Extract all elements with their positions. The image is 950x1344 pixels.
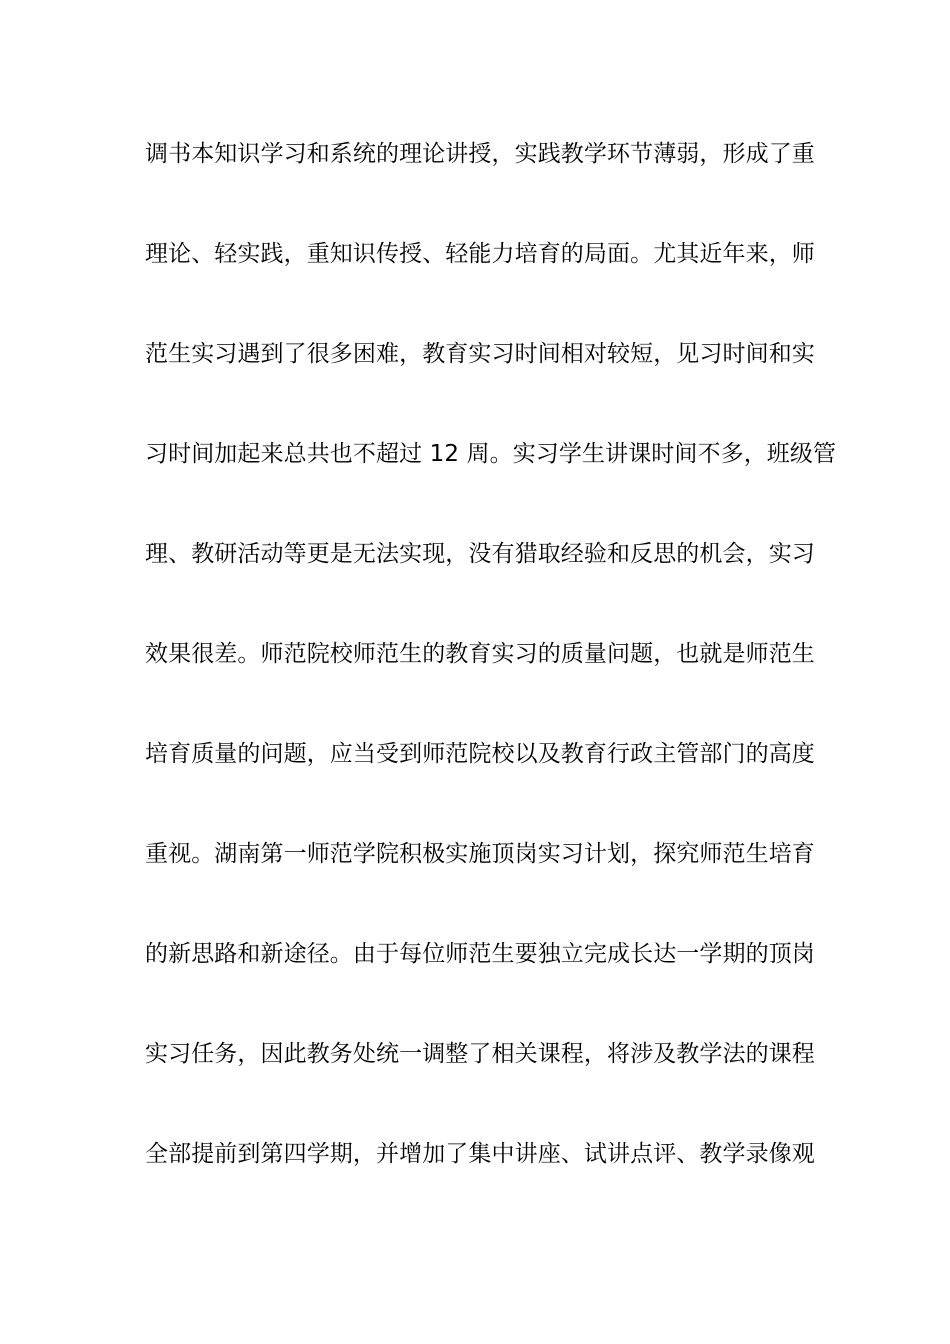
text-line: 理论、轻实践，重知识传授、轻能力培育的局面。尤其近年来，师 xyxy=(145,241,815,267)
text-line: 习时间加起来总共也不超过 12 周。实习学生讲课时间不多，班级管 xyxy=(145,441,837,467)
text-line: 培育质量的问题，应当受到师范院校以及教育行政主管部门的高度 xyxy=(145,741,815,767)
text-line: 理、教研活动等更是无法实现，没有猎取经验和反思的机会，实习 xyxy=(145,541,815,567)
text-line: 调书本知识学习和系统的理论讲授，实践教学环节薄弱，形成了重 xyxy=(145,141,815,167)
text-line: 范生实习遇到了很多困难，教育实习时间相对较短，见习时间和实 xyxy=(145,341,815,367)
text-line: 全部提前到第四学期，并增加了集中讲座、试讲点评、教学录像观 xyxy=(145,1141,815,1167)
text-line: 重视。湖南第一师范学院积极实施顶岗实习计划，探究师范生培育 xyxy=(145,841,815,867)
text-line: 的新思路和新途径。由于每位师范生要独立完成长达一学期的顶岗 xyxy=(145,941,815,967)
text-line: 效果很差。师范院校师范生的教育实习的质量问题，也就是师范生 xyxy=(145,641,815,667)
body-paragraph xyxy=(145,130,837,1230)
text-line: 实习任务，因此教务处统一调整了相关课程，将涉及教学法的课程 xyxy=(145,1041,815,1067)
